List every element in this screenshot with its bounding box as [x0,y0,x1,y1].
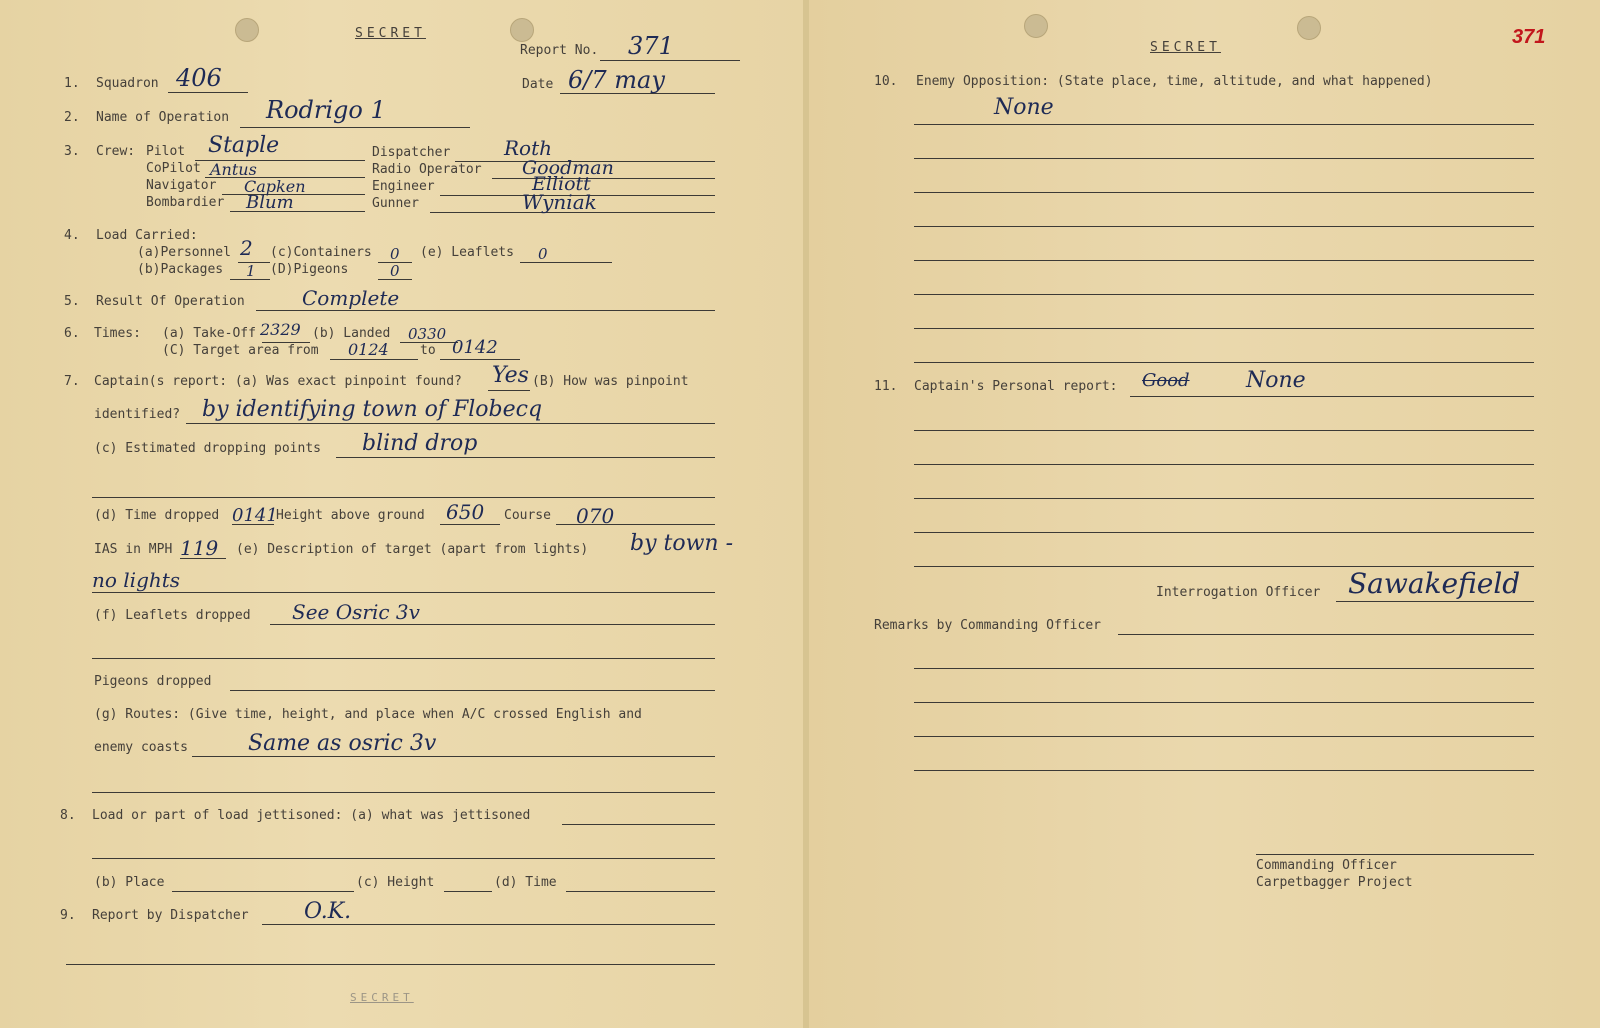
blank-line [92,497,715,498]
landed-label: (b) Landed [312,326,391,341]
dispatcher-report-label: Report by Dispatcher [92,908,249,923]
pinpoint-line [488,390,530,391]
pinpoint-answer: Yes [492,363,529,388]
containers-label: (c)Containers [270,245,372,260]
personal-line [1130,396,1534,397]
squadron-label: Squadron [96,76,159,91]
date-label: Date [522,77,554,92]
bombardier-label: Bombardier [146,195,225,210]
leaflets-line [520,262,612,263]
containers-value: 0 [390,245,400,263]
punch-hole [510,18,534,42]
pigeons-dropped-line [230,690,715,691]
enemy-line [914,192,1534,193]
crew-label: Crew: [96,144,136,159]
squadron-value: 406 [176,64,222,92]
item-number: 11. [874,379,898,394]
personnel-label: (a)Personnel [137,245,231,260]
time-dropped-value: 0141 [232,505,278,526]
jettison-label: Load or part of load jettisoned: (a) what was jettisoned [92,808,531,823]
enemy-line [914,158,1534,159]
punch-hole [1297,16,1321,40]
enemy-opposition-label: Enemy Opposition: (State place, time, altitude, and what happened) [916,74,1433,89]
enemy-line [914,124,1534,125]
ias-value: 119 [180,536,219,560]
blank-line [92,858,715,859]
jettison-place-line [172,891,354,892]
blank-line [66,964,715,965]
personal-report-struck: Good [1142,370,1190,391]
course-label: Course [504,508,551,523]
result-label: Result Of Operation [96,294,245,309]
pinpoint-question: Captain(s report: (a) Was exact pinpoint found? [94,374,462,389]
leaflets-dropped-line [270,624,715,625]
interrogation-officer-signature: Sawakefield [1348,567,1521,600]
packages-label: (b)Packages [137,262,224,277]
navigator-label: Navigator [146,178,217,193]
remarks-line [1118,634,1534,635]
leaflets-label: (e) Leaflets [420,245,514,260]
result-line [256,310,715,311]
item-number: 4. [64,228,80,243]
item-number: 10. [874,74,898,89]
height-line [440,524,500,525]
pilot-label: Pilot [146,144,186,159]
engineer-value: Elliott [532,173,591,195]
pigeons-value: 0 [390,262,400,280]
target-description-answer-1: by town - [630,531,734,556]
time-dropped-label: (d) Time dropped [94,508,220,523]
remarks-line [914,702,1534,703]
page-gutter [803,0,809,1028]
dispatcher-label: Dispatcher [372,145,451,160]
height-value: 650 [446,500,485,524]
jettison-height-label: (c) Height [356,875,435,890]
target-description-label: (e) Description of target (apart from lights) [236,542,589,557]
pilot-value: Staple [208,133,280,158]
jettison-height-line [444,891,492,892]
blank-line [92,792,715,793]
item-number: 9. [60,908,76,923]
engineer-label: Engineer [372,179,435,194]
load-label: Load Carried: [96,228,198,243]
personal-line [914,430,1534,431]
target-description-answer-2: no lights [92,568,181,592]
item-number: 8. [60,808,76,823]
signature-line [1256,854,1534,855]
leaflets-value: 0 [538,245,548,263]
classification-top-left: SECRET [355,26,426,41]
identified-answer: by identifying town of Flobecq [202,397,543,422]
item-number: 5. [64,294,80,309]
target-to-label: to [420,343,436,358]
personal-line [914,532,1534,533]
punch-hole [235,18,259,42]
enemy-coasts-line [192,756,715,757]
radio-operator-value: Goodman [522,157,614,179]
blank-line [92,658,715,659]
target-to-value: 0142 [452,337,498,358]
item-number: 1. [64,76,80,91]
dropping-points-answer: blind drop [362,431,478,456]
routes-answer: Same as osric 3v [248,731,437,756]
leaflets-dropped-answer: See Osric 3v [292,600,420,624]
personal-report-label: Captain's Personal report: [914,379,1118,394]
target-area-label: (C) Target area from [162,343,319,358]
packages-value: 1 [246,262,256,280]
punch-hole [1024,14,1048,38]
times-label: Times: [94,326,141,341]
bombardier-value: Blum [246,192,294,213]
routes-label: (g) Routes: (Give time, height, and place when A/C crossed English and [94,707,642,722]
personal-line [914,464,1534,465]
remarks-label: Remarks by Commanding Officer [874,618,1101,633]
right-form-page [808,0,1600,1028]
classification-top-right: SECRET [1150,40,1221,55]
dropping-points-label: (c) Estimated dropping points [94,441,321,456]
ias-label: IAS in MPH [94,542,173,557]
dispatcher-report-line [262,924,715,925]
enemy-opposition-value: None [994,95,1054,120]
page-number: 371 [1512,26,1546,48]
navigator-value: Capken [244,177,306,196]
dispatcher-value: Roth [504,136,553,160]
takeoff-label: (a) Take-Off [162,326,256,341]
enemy-line [914,328,1534,329]
enemy-coasts-label: enemy coasts [94,740,188,755]
takeoff-value: 2329 [260,320,301,339]
copilot-label: CoPilot [146,161,201,176]
leaflets-dropped-label: (f) Leaflets dropped [94,608,251,623]
interrogation-officer-label: Interrogation Officer [1156,585,1321,600]
height-label: Height above ground [276,508,425,523]
target-description-line [92,592,715,593]
pigeons-label: (D)Pigeons [270,262,349,277]
jettison-time-line [566,891,715,892]
item-number: 7. [64,374,80,389]
operation-label: Name of Operation [96,110,230,125]
personal-report-value: None [1246,368,1306,393]
report-no-label: Report No. [520,43,599,58]
jettison-time-label: (d) Time [494,875,557,890]
course-value: 070 [576,504,615,528]
jettison-place-label: (b) Place [94,875,165,890]
personal-line [914,498,1534,499]
remarks-line [914,736,1534,737]
dispatcher-report-value: O.K. [304,899,352,924]
enemy-line [914,260,1534,261]
item-number: 6. [64,326,80,341]
operation-value: Rodrigo 1 [266,96,386,124]
identified-label: identified? [94,407,181,422]
copilot-value: Antus [210,160,257,179]
classification-bottom-left: SECRET [350,991,414,1004]
date-value: 6/7 may [568,66,665,94]
carpetbagger-project-label: Carpetbagger Project [1256,875,1413,890]
item-number: 2. [64,110,80,125]
report-no-line [600,60,740,61]
enemy-line [914,226,1534,227]
remarks-line [914,668,1534,669]
landed-value: 0330 [408,325,447,343]
jettison-line [562,824,715,825]
pigeons-dropped-label: Pigeons dropped [94,674,212,689]
report-no-value: 371 [628,32,674,60]
personnel-value: 2 [240,236,253,260]
item-number: 3. [64,144,80,159]
gunner-label: Gunner [372,196,419,211]
pinpoint-how-question: (B) How was pinpoint [532,374,689,389]
dropping-points-line [336,457,715,458]
target-from-value: 0124 [348,340,389,359]
enemy-line [914,362,1534,363]
result-value: Complete [302,286,400,310]
identified-line [186,423,715,424]
interrogation-line [1336,601,1534,602]
operation-line [240,127,470,128]
gunner-value: Wyniak [522,190,597,214]
remarks-line [914,770,1534,771]
commanding-officer-label: Commanding Officer [1256,858,1397,873]
enemy-line [914,294,1534,295]
radio-operator-label: Radio Operator [372,162,482,177]
squadron-line [168,92,248,93]
